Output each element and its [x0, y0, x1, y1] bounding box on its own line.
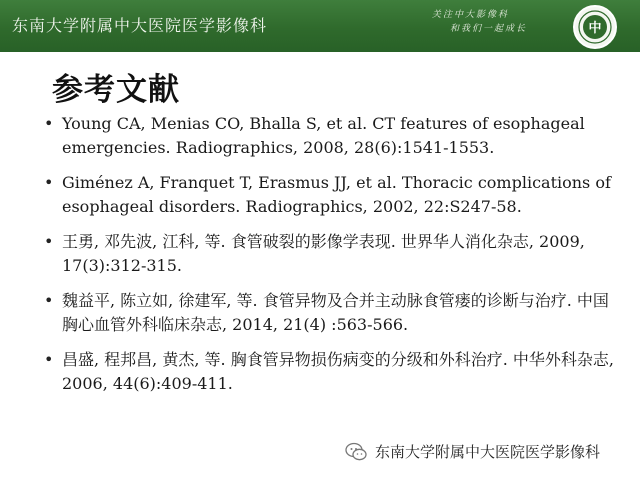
- reference-text: Young CA, Menias CO, Bhalla S, et al. CT features of esophageal emergencies. Radiographics, 2008, 28(6):1541-1553.: [62, 114, 585, 157]
- reference-text: 王勇, 邓先波, 江科, 等. 食管破裂的影像学表现. 世界华人消化杂志, 2009, 17(3):312-315.: [62, 232, 585, 275]
- slogan-line-2: 和我们一起成长: [450, 24, 528, 34]
- reference-text: 魏益平, 陈立如, 徐建军, 等. 食管异物及合并主动脉食管瘘的诊断与治疗. 中国胸心血管外科临床杂志, 2014, 21(4) :563-566.: [62, 291, 609, 334]
- reference-text: 昌盛, 程邦昌, 黄杰, 等. 胸食管异物损伤病变的分级和外科治疗. 中华外科杂志, 2006, 44(6):409-411.: [62, 350, 614, 393]
- bullet-icon: •: [44, 114, 54, 133]
- reference-item: [40, 348, 620, 396]
- reference-item: [40, 112, 620, 160]
- reference-text: Giménez A, Franquet T, Erasmus JJ, et al. Thoracic complications of esophageal disorders. Radiographics, 2002, 22:S247-58.: [62, 173, 611, 216]
- wechat-icon: [345, 442, 367, 462]
- hospital-logo-icon: [570, 4, 620, 50]
- header-bar: [0, 0, 640, 52]
- footer-text: 东南大学附属中大医院医学影像科: [375, 443, 601, 461]
- bullet-icon: •: [44, 232, 54, 251]
- footer-watermark: [345, 440, 625, 464]
- reference-list: [40, 112, 620, 407]
- slogan-line-1: 关注中大影像科: [432, 10, 510, 20]
- slogan: [432, 8, 552, 36]
- reference-item: [40, 171, 620, 219]
- bullet-icon: •: [44, 291, 54, 310]
- header-title: 东南大学附属中大医院医学影像科: [12, 16, 268, 35]
- slide-title: 参考文献: [52, 72, 180, 108]
- logo-letter: 中: [588, 21, 602, 36]
- bullet-icon: •: [44, 350, 54, 369]
- reference-item: [40, 230, 620, 278]
- bullet-icon: •: [44, 173, 54, 192]
- reference-item: [40, 289, 620, 337]
